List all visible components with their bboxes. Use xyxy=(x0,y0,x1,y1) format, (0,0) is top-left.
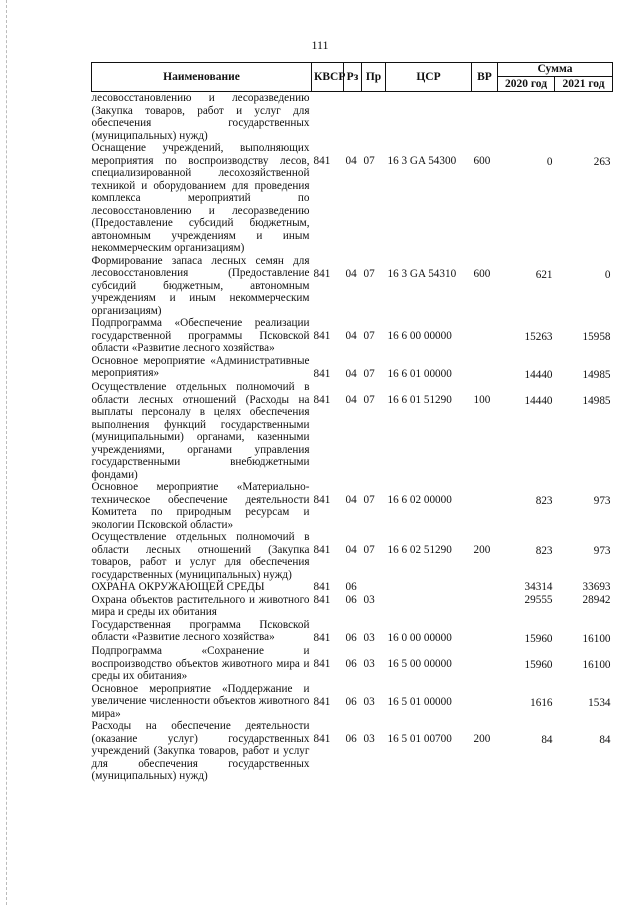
cell-s2020: 15960 xyxy=(524,632,553,645)
cell-s2020: 29555 xyxy=(524,593,553,606)
cell-csr: 16 6 01 00000 xyxy=(387,367,452,380)
cell-rz: 04 xyxy=(345,494,357,506)
cell-pr: 07 xyxy=(363,544,375,556)
budget-table xyxy=(91,62,613,783)
cell-vr xyxy=(472,581,498,594)
cell-rz: 04 xyxy=(345,544,357,556)
cell-kvsr: 841 xyxy=(313,658,331,670)
cell-rz: 06 xyxy=(345,695,357,708)
cell-csr: 16 6 00 00000 xyxy=(387,330,452,342)
cell-s2021: 16100 xyxy=(582,632,611,645)
table-row xyxy=(92,619,613,646)
cell-s2020: 823 xyxy=(535,545,553,557)
cell-pr: 03 xyxy=(363,733,375,745)
cell-s2021: 33693 xyxy=(582,581,611,593)
cell-s2021: 28942 xyxy=(582,593,611,606)
page-edge-line xyxy=(6,0,7,905)
page-number: 111 xyxy=(311,38,329,52)
cell-kvsr: 841 xyxy=(313,695,331,708)
cell-rz: 06 xyxy=(345,631,357,644)
cell-s2021: 973 xyxy=(593,545,611,557)
cell-vr: 100 xyxy=(473,394,491,406)
cell-csr: 16 6 02 00000 xyxy=(387,494,452,506)
cell-rz xyxy=(344,92,362,143)
table-row xyxy=(92,594,613,619)
cell-pr: 07 xyxy=(363,330,375,342)
cell-s2021: 973 xyxy=(593,495,611,507)
cell-name: Формирование запаса лесных семян для лесовосстановления (Предоставление субсидий бюджетным, автономным учреждениям и иным некоммерческим организациям) xyxy=(91,254,310,317)
cell-kvsr: 841 xyxy=(313,267,331,280)
cell-pr: 07 xyxy=(363,267,375,280)
table-row xyxy=(92,720,613,783)
table-row xyxy=(92,481,613,531)
cell-vr: 200 xyxy=(473,733,491,745)
header-pr: Пр xyxy=(362,63,386,92)
cell-csr: 16 6 02 51290 xyxy=(387,544,452,556)
cell-rz: 04 xyxy=(345,367,357,380)
cell-s2021: 1534 xyxy=(588,696,611,709)
cell-csr: 16 6 01 51290 xyxy=(387,394,452,406)
cell-kvsr: 841 xyxy=(313,155,331,167)
cell-name: Основное мероприятие «Материально-техническое обеспечение деятельности Комитета по природным ресурсам и экологии Псковской области» xyxy=(91,481,310,531)
table-row xyxy=(92,683,613,721)
table-row xyxy=(92,142,613,255)
cell-s2021: 16100 xyxy=(582,659,611,671)
cell-vr: 200 xyxy=(473,544,491,556)
cell-s2020: 1616 xyxy=(530,696,553,709)
cell-kvsr: 841 xyxy=(313,544,331,556)
cell-name: Подпрограмма «Сохранение и воспроизводство объектов животного мира и среды их обитания» xyxy=(91,645,310,682)
cell-s2021: 84 xyxy=(599,734,611,746)
cell-pr: 07 xyxy=(363,394,375,406)
cell-name: Осуществление отдельных полномочий в области лесных отношений (Расходы на выплаты персоналу в целях обеспечения выполнения функций государственными (муниципальными) органами, казенными учреждениями, органами управления государственными внебюджетными фондами) xyxy=(91,381,310,481)
cell-name: Осуществление отдельных полномочий в области лесных отношений (Закупка товаров, работ и услуг для обеспечения государственных (муниципальных) нужд) xyxy=(91,531,310,581)
cell-kvsr: 841 xyxy=(313,593,331,606)
cell-rz: 06 xyxy=(345,581,357,593)
cell-csr xyxy=(386,594,472,619)
cell-csr: 16 3 GA 54310 xyxy=(387,267,457,280)
cell-csr xyxy=(386,92,472,143)
cell-vr xyxy=(472,317,498,355)
table-row xyxy=(92,581,613,594)
cell-s2021: 0 xyxy=(604,268,611,281)
cell-kvsr: 841 xyxy=(313,631,331,644)
cell-pr xyxy=(362,92,386,143)
cell-pr: 07 xyxy=(363,155,375,167)
cell-s2021: 14985 xyxy=(582,368,611,381)
cell-s2021 xyxy=(555,92,613,143)
header-sum: Сумма xyxy=(498,63,613,77)
table-row xyxy=(92,531,613,581)
table-row xyxy=(92,645,613,683)
cell-s2020: 15960 xyxy=(524,659,553,671)
cell-pr: 03 xyxy=(363,658,375,670)
cell-pr: 03 xyxy=(363,695,375,708)
table-row xyxy=(92,92,613,143)
cell-s2020: 823 xyxy=(535,495,553,507)
table-body xyxy=(92,92,613,783)
cell-kvsr: 841 xyxy=(313,394,331,406)
header-vr: ВР xyxy=(472,63,498,92)
cell-kvsr: 841 xyxy=(313,494,331,506)
cell-rz: 06 xyxy=(345,593,357,606)
table-row xyxy=(92,255,613,318)
cell-rz: 04 xyxy=(345,394,357,406)
cell-s2021: 15958 xyxy=(582,331,611,343)
cell-vr xyxy=(472,481,498,531)
cell-name: Основное мероприятие «Административные мероприятия» xyxy=(91,354,310,379)
cell-s2020 xyxy=(498,92,555,143)
cell-rz: 06 xyxy=(345,733,357,745)
cell-csr: 16 5 01 00700 xyxy=(387,733,452,745)
cell-vr xyxy=(472,594,498,619)
cell-csr: 16 5 01 00000 xyxy=(387,695,452,708)
cell-rz: 04 xyxy=(345,155,357,167)
cell-vr: 600 xyxy=(473,267,491,280)
header-kvsr: КВСР xyxy=(312,63,344,92)
cell-pr: 07 xyxy=(363,494,375,506)
cell-kvsr xyxy=(312,92,344,143)
header-2020: 2020 год xyxy=(498,77,555,92)
cell-s2020: 0 xyxy=(546,156,553,168)
cell-vr xyxy=(472,92,498,143)
cell-s2020: 84 xyxy=(541,734,553,746)
cell-csr: 16 3 GA 54300 xyxy=(387,155,457,167)
cell-name: Основное мероприятие «Поддержание и увеличение численности объектов животного мира» xyxy=(91,682,310,720)
cell-pr: 07 xyxy=(363,367,375,380)
cell-vr xyxy=(472,619,498,646)
cell-vr xyxy=(472,683,498,721)
cell-rz: 04 xyxy=(345,330,357,342)
cell-s2020: 15263 xyxy=(524,331,553,343)
cell-s2020: 14440 xyxy=(524,395,553,407)
table-row xyxy=(92,381,613,481)
cell-csr: 16 0 00 00000 xyxy=(387,631,452,644)
table-row xyxy=(92,317,613,355)
cell-vr: 600 xyxy=(473,155,491,167)
cell-vr xyxy=(472,645,498,683)
header-csr: ЦСР xyxy=(386,63,472,92)
header-rz: Рз xyxy=(344,63,362,92)
cell-s2020: 14440 xyxy=(524,368,553,381)
cell-s2020: 621 xyxy=(535,268,553,281)
cell-name: Оснащение учреждений, выполняющих мероприятия по воспроизводству лесов, специализированной лесохозяйственной техникой и оборудованием для проведения комплекса мероприятий по лесовосстановлению и лесоразведению (Предоставление субсидий бюджетным, автономным учреждениям и иным некоммерческим организациям) xyxy=(91,142,310,254)
header-2021: 2021 год xyxy=(555,77,613,92)
cell-kvsr: 841 xyxy=(313,330,331,342)
cell-name: Государственная программа Псковской области «Развитие лесного хозяйства» xyxy=(91,618,310,643)
cell-name: Охрана объектов растительного и животного мира и среды их обитания xyxy=(91,593,310,618)
header-name: Наименование xyxy=(92,63,312,92)
cell-csr xyxy=(386,581,472,594)
cell-name: ОХРАНА ОКРУЖАЮЩЕЙ СРЕДЫ xyxy=(91,581,265,593)
cell-name: Расходы на обеспечение деятельности (оказание услуг) государственных учреждений (Закупка товаров, работ и услуг для обеспечения государственных (муниципальных) нужд) xyxy=(91,720,310,782)
cell-pr xyxy=(362,581,386,594)
cell-s2020: 34314 xyxy=(524,581,553,593)
cell-rz: 04 xyxy=(345,267,357,280)
cell-kvsr: 841 xyxy=(313,733,331,745)
cell-name: лесовосстановлению и лесоразведению (Закупка товаров, работ и услуг для обеспечения государственных (муниципальных) нужд) xyxy=(91,92,310,142)
cell-pr: 03 xyxy=(363,631,375,644)
table-row xyxy=(92,355,613,382)
cell-vr xyxy=(472,355,498,382)
cell-s2021: 263 xyxy=(593,156,611,168)
cell-name: Подпрограмма «Обеспечение реализации государственной программы Псковской области «Развитие лесного хозяйства» xyxy=(91,317,310,354)
cell-s2021: 14985 xyxy=(582,395,611,407)
cell-csr: 16 5 00 00000 xyxy=(387,658,452,670)
cell-pr: 03 xyxy=(363,593,375,606)
cell-kvsr: 841 xyxy=(313,581,331,593)
cell-rz: 06 xyxy=(345,658,357,670)
cell-kvsr: 841 xyxy=(313,367,331,380)
